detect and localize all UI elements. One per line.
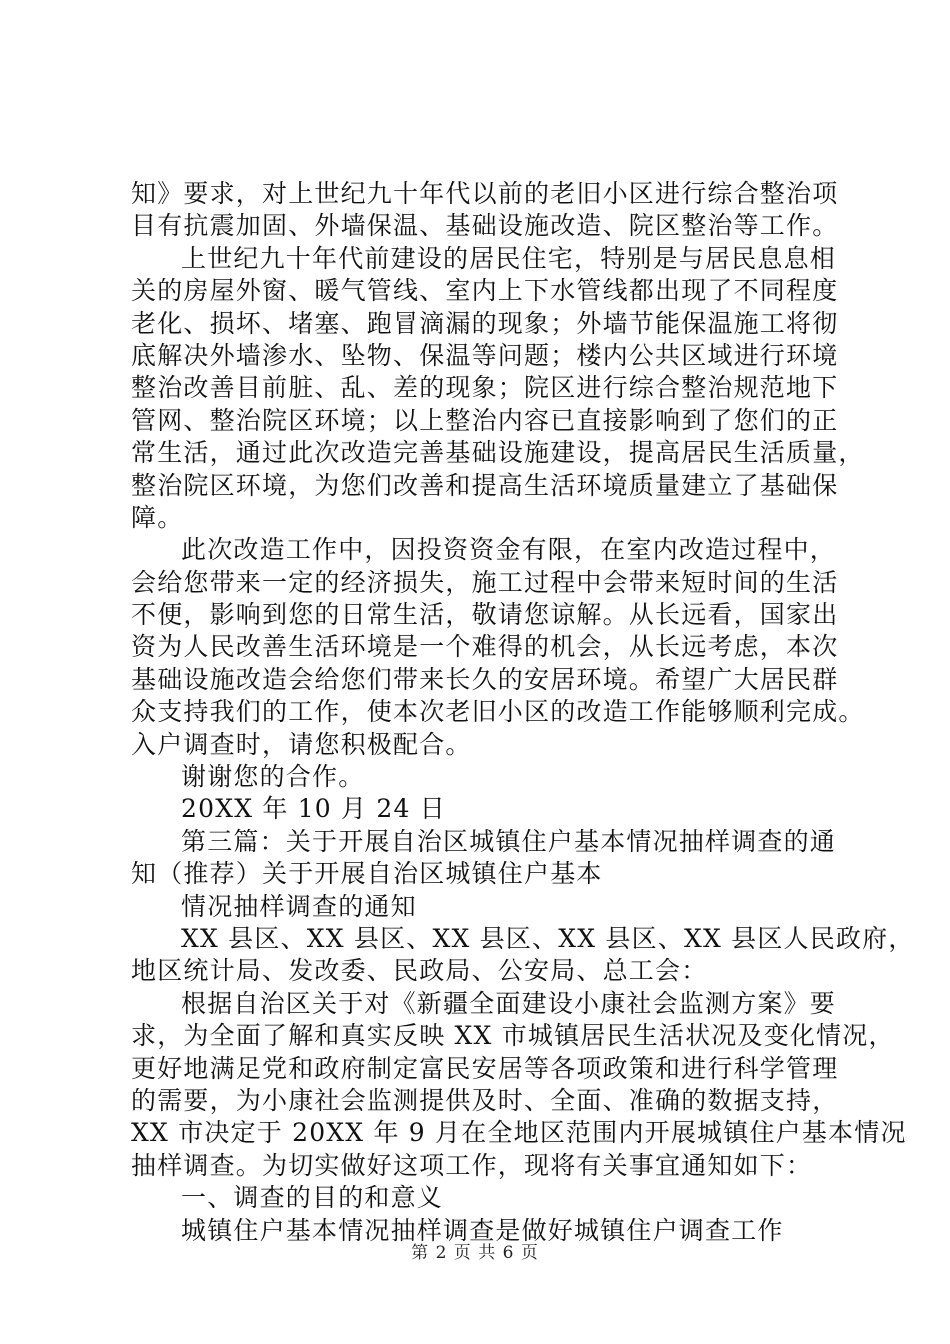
text-line: 知》要求，对上世纪九十年代以前的老旧小区进行综合整治项 xyxy=(131,179,839,208)
text-line: 此次改造工作中，因投资资金有限，在室内改造过程中， xyxy=(181,535,837,565)
text-line: 不便，影响到您的日常生活，敬请您谅解。从长远看，国家出 xyxy=(131,600,839,630)
text-line: 常生活，通过此次改造完善基础设施建设，提高居民生活质量， xyxy=(131,438,865,468)
text-line: 根据自治区关于对《新疆全面建设小康社会监测方案》要 xyxy=(181,988,837,1018)
text-line: 入户调查时，请您积极配合。 xyxy=(131,729,472,759)
text-line: 的需要，为小康社会监测提供及时、全面、准确的数据支持， xyxy=(131,1085,839,1115)
text-line: 管网、整治院区环境；以上整治内容已直接影响到了您们的正 xyxy=(131,405,839,435)
text-line: 第三篇：关于开展自治区城镇住户基本情况抽样调查的通 xyxy=(181,826,837,856)
text-line: 目有抗震加固、外墙保温、基础设施改造、院区整治等工作。 xyxy=(131,211,839,241)
text-line: 整治院区环境，为您们改善和提高生活环境质量建立了基础保 xyxy=(131,470,839,500)
text-line: 整治改善目前脏、乱、差的现象；院区进行综合整治规范地下 xyxy=(131,373,839,403)
text-line: 老化、损坏、堵塞、跑冒滴漏的现象；外墙节能保温施工将彻 xyxy=(131,308,839,338)
text-line: 底解决外墙渗水、坠物、保温等问题；楼内公共区域进行环境 xyxy=(131,340,839,370)
text-line: 情况抽样调查的通知 xyxy=(181,891,417,921)
text-line: 谢谢您的合作。 xyxy=(181,762,365,792)
text-line: 求，为全面了解和真实反映 XX 市城镇居民生活状况及变化情况， xyxy=(131,1021,895,1051)
text-line: 众支持我们的工作，使本次老旧小区的改造工作能够顺利完成。 xyxy=(131,697,865,727)
text-line: 城镇住户基本情况抽样调查是做好城镇住户调查工作 xyxy=(181,1215,784,1245)
page-footer: 第 2 页 共 6 页 xyxy=(411,1243,539,1263)
text-line: 抽样调查。为切实做好这项工作，现将有关事宜通知如下： xyxy=(131,1150,813,1180)
text-line: 一、调查的目的和意义 xyxy=(181,1183,444,1213)
text-line: 知（推荐）关于开展自治区城镇住户基本 xyxy=(131,859,603,889)
text-line: 基础设施改造会给您们带来长久的安居环境。希望广大居民群 xyxy=(131,664,839,694)
text-line: XX 市决定于 20XX 年 9 月在全地区范围内开展城镇住户基本情况 xyxy=(131,1118,907,1148)
text-line: 地区统计局、发改委、民政局、公安局、总工会： xyxy=(131,956,708,986)
text-line: 障。 xyxy=(131,502,184,532)
text-line: 资为人民改善生活环境是一个难得的机会，从长远考虑，本次 xyxy=(131,632,839,662)
text-line: 会给您带来一定的经济损失，施工过程中会带来短时间的生活 xyxy=(131,567,839,597)
text-line: 20XX 年 10 月 24 日 xyxy=(181,794,446,824)
text-line: 更好地满足党和政府制定富民安居等各项政策和进行科学管理 xyxy=(131,1053,839,1083)
document-body xyxy=(131,178,915,1247)
text-line: XX 县区、XX 县区、XX 县区、XX 县区、XX 县区人民政府， xyxy=(181,923,915,953)
text-line: 关的房屋外窗、暖气管线、室内上下水管线都出现了不同程度 xyxy=(131,276,839,306)
text-line: 上世纪九十年代前建设的居民住宅，特别是与居民息息相 xyxy=(181,243,837,273)
